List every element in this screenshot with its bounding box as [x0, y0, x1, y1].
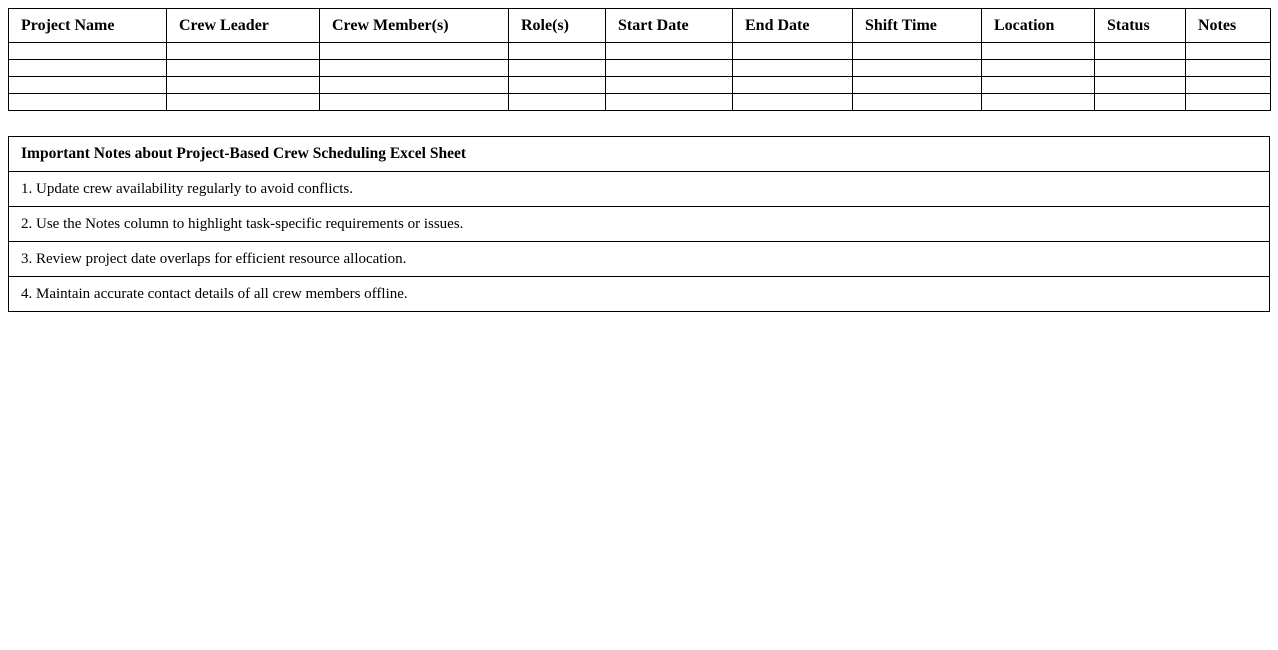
notes-title-row	[9, 137, 1270, 172]
schedule-header-row	[9, 9, 1271, 43]
table-cell[interactable]	[982, 43, 1095, 60]
table-cell[interactable]	[733, 94, 853, 111]
table-cell[interactable]	[1186, 43, 1271, 60]
table-cell[interactable]	[1186, 94, 1271, 111]
table-cell[interactable]	[320, 60, 509, 77]
table-cell[interactable]	[320, 94, 509, 111]
table-row	[9, 43, 1271, 60]
header-shift-time: Shift Time	[853, 9, 982, 43]
table-cell[interactable]	[509, 94, 606, 111]
table-cell[interactable]	[606, 77, 733, 94]
header-project-name: Project Name	[9, 9, 167, 43]
table-cell[interactable]	[320, 43, 509, 60]
header-crew-members: Crew Member(s)	[320, 9, 509, 43]
table-cell[interactable]	[320, 77, 509, 94]
header-crew-leader: Crew Leader	[167, 9, 320, 43]
note-item: 4. Maintain accurate contact details of all crew members offline.	[9, 277, 1270, 312]
table-row	[9, 94, 1271, 111]
table-cell[interactable]	[853, 77, 982, 94]
table-cell[interactable]	[1095, 43, 1186, 60]
table-cell[interactable]	[509, 77, 606, 94]
table-cell[interactable]	[982, 77, 1095, 94]
table-cell[interactable]	[1095, 94, 1186, 111]
note-item: 1. Update crew availability regularly to avoid conflicts.	[9, 172, 1270, 207]
note-row	[9, 242, 1270, 277]
table-cell[interactable]	[733, 77, 853, 94]
header-roles: Role(s)	[509, 9, 606, 43]
note-item: 2. Use the Notes column to highlight task-specific requirements or issues.	[9, 207, 1270, 242]
important-notes-table	[8, 136, 1270, 312]
note-row	[9, 277, 1270, 312]
header-notes: Notes	[1186, 9, 1271, 43]
table-cell[interactable]	[167, 43, 320, 60]
table-cell[interactable]	[167, 94, 320, 111]
table-cell[interactable]	[9, 43, 167, 60]
table-cell[interactable]	[606, 60, 733, 77]
note-item: 3. Review project date overlaps for efficient resource allocation.	[9, 242, 1270, 277]
table-cell[interactable]	[9, 94, 167, 111]
table-cell[interactable]	[733, 60, 853, 77]
table-cell[interactable]	[982, 94, 1095, 111]
table-cell[interactable]	[606, 94, 733, 111]
note-row	[9, 207, 1270, 242]
header-end-date: End Date	[733, 9, 853, 43]
table-cell[interactable]	[982, 60, 1095, 77]
table-cell[interactable]	[9, 60, 167, 77]
table-cell[interactable]	[1186, 77, 1271, 94]
table-cell[interactable]	[509, 43, 606, 60]
header-status: Status	[1095, 9, 1186, 43]
table-cell[interactable]	[853, 60, 982, 77]
table-cell[interactable]	[1095, 77, 1186, 94]
table-cell[interactable]	[606, 43, 733, 60]
notes-title: Important Notes about Project-Based Crew Scheduling Excel Sheet	[9, 137, 1270, 172]
table-cell[interactable]	[853, 43, 982, 60]
table-cell[interactable]	[167, 60, 320, 77]
note-row	[9, 172, 1270, 207]
header-location: Location	[982, 9, 1095, 43]
table-cell[interactable]	[1186, 60, 1271, 77]
crew-schedule-table	[8, 8, 1271, 111]
table-cell[interactable]	[733, 43, 853, 60]
table-cell[interactable]	[853, 94, 982, 111]
table-cell[interactable]	[509, 60, 606, 77]
table-row	[9, 77, 1271, 94]
header-start-date: Start Date	[606, 9, 733, 43]
table-cell[interactable]	[167, 77, 320, 94]
table-row	[9, 60, 1271, 77]
table-cell[interactable]	[9, 77, 167, 94]
table-cell[interactable]	[1095, 60, 1186, 77]
